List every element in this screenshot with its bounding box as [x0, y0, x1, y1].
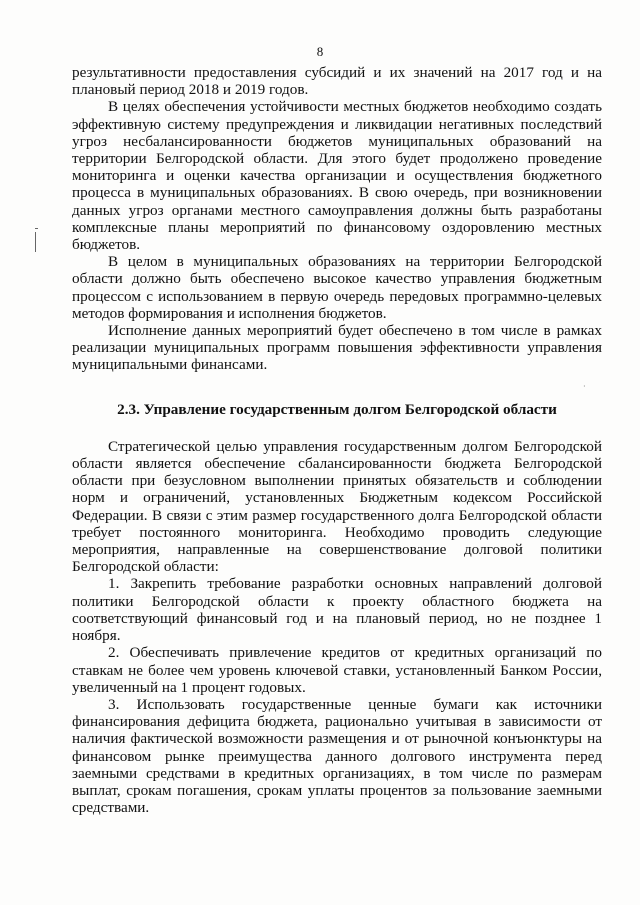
document-body [72, 64, 602, 816]
list-item: 1. Закрепить требование разработки основных направлений долговой политики Белгородской области к проекту областного бюджета на соответствующий финансовый год и на плановый период, но не позднее 1 ноября. [72, 575, 602, 645]
paragraph-continuation: результативности предоставления субсидий и их значений на 2017 год и на плановый период 2018 и 2019 годов. [72, 64, 602, 99]
paragraph: В целом в муниципальных образованиях на территории Белгородской области должно быть обеспечено высокое качество управления бюджетным процессом с использованием в первую очередь передовых программно-целевых методов формирования и исполнения бюджетов. [72, 253, 602, 322]
paragraph: В целях обеспечения устойчивости местных бюджетов необходимо создать эффективную систему предупреждения и ликвидации негативных последствий угроз несбалансированности бюджетов муниципальных образований на территории Белгородской области. Для этого будет продолжено проведение мониторинга и оценки качества организации и осуществления бюджетного процесса в муниципальных образованиях. В свою очередь, при возникновении данных угроз органами местного самоуправления должны быть разработаны комплексные планы мероприятий по финансовому оздоровлению местных бюджетов. [72, 98, 602, 254]
section-heading: 2.3. Управление государственным долгом Белгородской области [117, 400, 557, 418]
paragraph: Стратегической целью управления государственным долгом Белгородской области является обеспечение сбалансированности бюджета Белгородской области при безусловном выполнении принятых обязательств и соблюдении норм и ограничений, установленных Бюджетным кодексом Российской Федерации. В связи с этим размер государственного долга Белгородской области требует постоянного мониторинга. Необходимо проводить следующие мероприятия, направленные на совершенствование долговой политики Белгородской области: [72, 437, 602, 576]
list-item: 3. Использовать государственные ценные бумаги как источники финансирования дефицита бюджета, рационально учитывая в зависимости от наличия фактической возможности размещения и от рыночной конъюнктуры на финансовом рынке преимущества данного долгового инструмента перед заемными средствами в кредитных организациях, в том числе по размерам выплат, срокам погашения, срокам уплаты процентов за пользование заемными средствами. [72, 695, 602, 817]
margin-mark [35, 232, 36, 252]
paragraph: Исполнение данных мероприятий будет обеспечено в том числе в рамках реализации муниципальных программ повышения эффективности управления муниципальными финансами. [72, 322, 602, 374]
margin-tick [35, 228, 38, 229]
list-item: 2. Обеспечивать привлечение кредитов от кредитных организаций по ставкам не более чем уровень ключевой ставки, установленный Банком России, увеличенный на 1 процент годовых. [72, 644, 602, 696]
page-number: 8 [316, 44, 324, 59]
scan-mark: · [583, 382, 586, 391]
